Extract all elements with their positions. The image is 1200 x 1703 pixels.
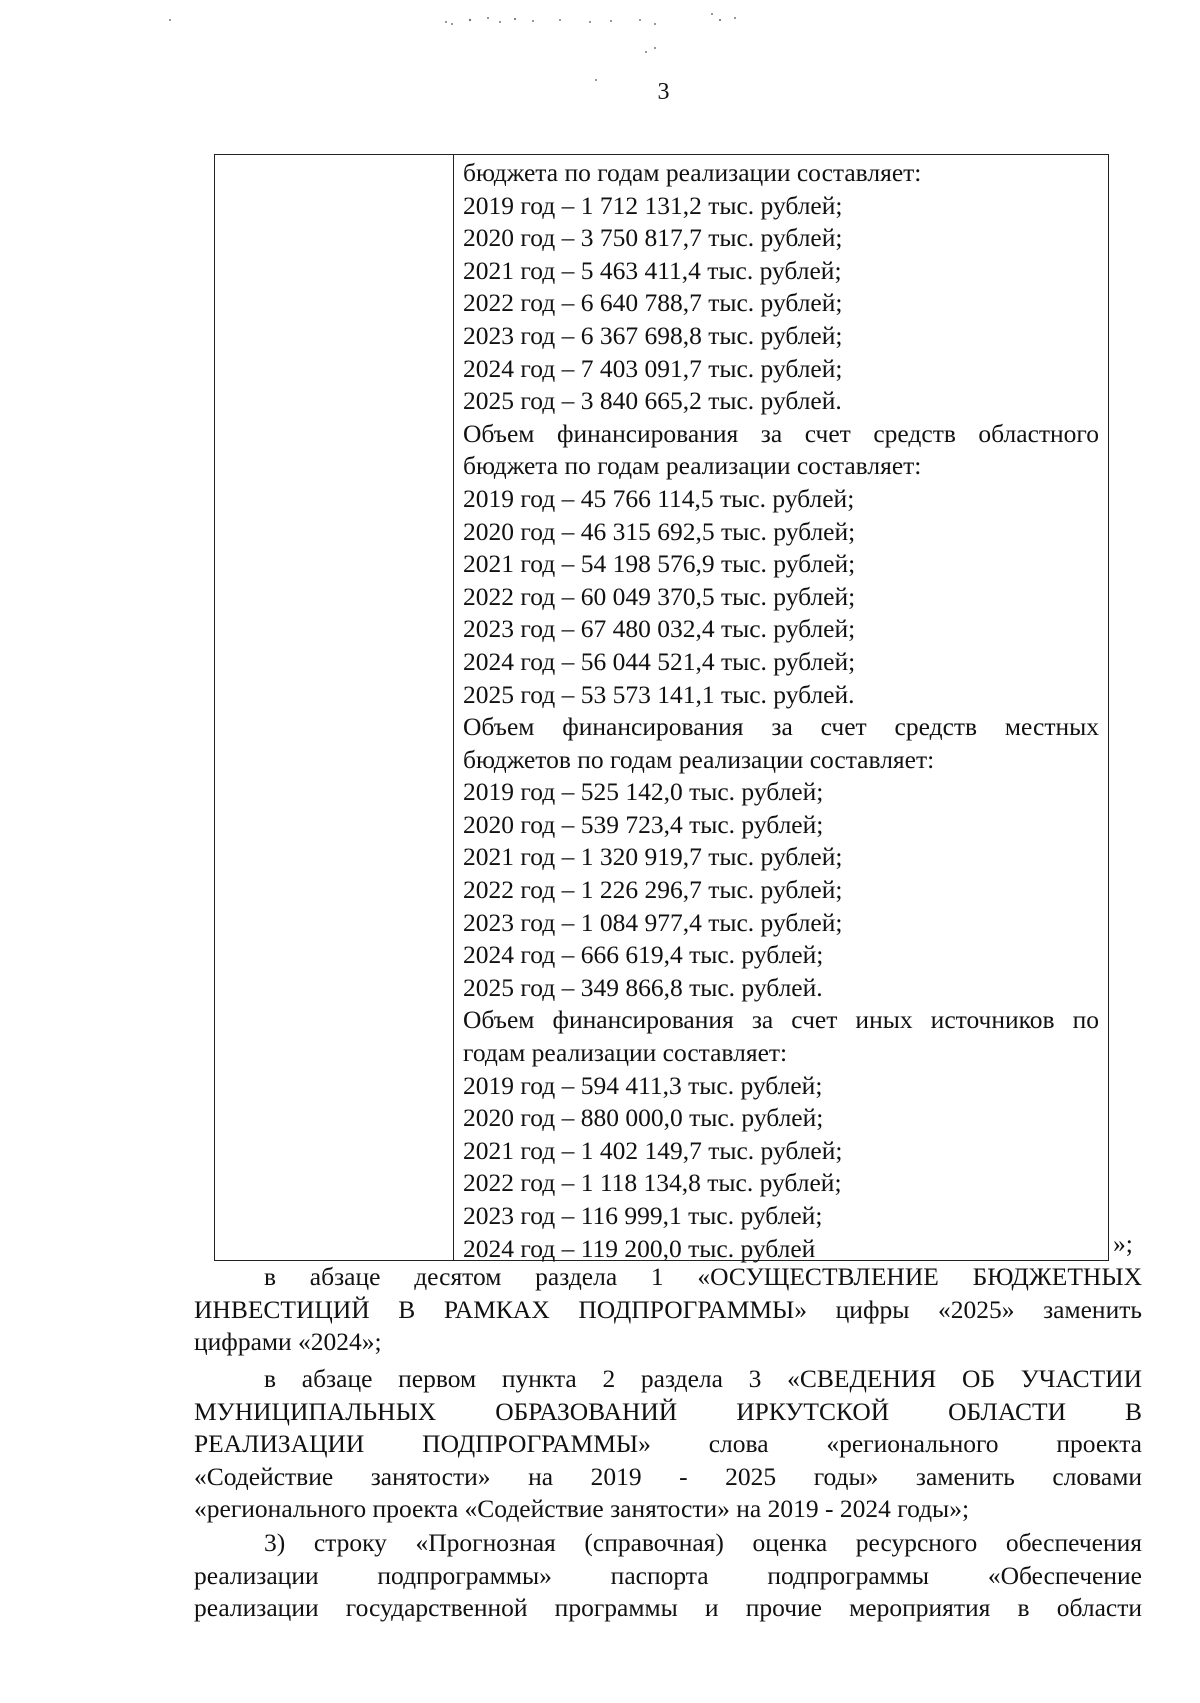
page-number: 3 bbox=[657, 79, 670, 105]
paragraph-line: цифрами «2024»; bbox=[194, 1327, 382, 1356]
paragraph-line: в абзаце десятом раздела 1 «ОСУЩЕСТВЛЕНИЕ БЮДЖЕТНЫХ bbox=[264, 1262, 1142, 1291]
closing-quote-mark: »; bbox=[1113, 1229, 1133, 1258]
table-line: 2020 год – 3 750 817,7 тыс. рублей; bbox=[463, 223, 843, 253]
table-line: 2020 год – 539 723,4 тыс. рублей; bbox=[463, 809, 824, 839]
paragraph-line: реализации государственной программы и прочие мероприятия в области bbox=[194, 1593, 1142, 1622]
table-line: 2019 год – 525 142,0 тыс. рублей; bbox=[463, 777, 824, 807]
table-line: 2021 год – 5 463 411,4 тыс. рублей; bbox=[463, 255, 842, 285]
table-line: 2024 год – 56 044 521,4 тыс. рублей; bbox=[463, 646, 856, 676]
table-line: 2023 год – 116 999,1 тыс. рублей; bbox=[463, 1201, 823, 1230]
table-line: 2021 год – 1 320 919,7 тыс. рублей; bbox=[463, 842, 843, 872]
table-line: 2023 год – 67 480 032,4 тыс. рублей; bbox=[463, 614, 856, 644]
column-divider bbox=[453, 155, 454, 1260]
table-line: 2025 год – 53 573 141,1 тыс. рублей. bbox=[463, 679, 855, 709]
paragraph-line: 3) строку «Прогнозная (справочная) оценка ресурсного обеспечения bbox=[264, 1528, 1142, 1557]
table-line: 2023 год – 6 367 698,8 тыс. рублей; bbox=[463, 320, 843, 350]
table-line: 2023 год – 1 084 977,4 тыс. рублей; bbox=[463, 907, 843, 937]
table-line: бюджета по годам реализации составляет: bbox=[463, 451, 922, 481]
financing-cell bbox=[463, 157, 1099, 1265]
table-line: Объем финансирования за счет средств областного bbox=[463, 418, 1099, 448]
table-line: 2020 год – 46 315 692,5 тыс. рублей; bbox=[463, 516, 856, 546]
table-line: 2019 год – 1 712 131,2 тыс. рублей; bbox=[463, 190, 843, 220]
paragraph-section-3-amendment bbox=[194, 1363, 1142, 1526]
table-line: 2020 год – 880 000,0 тыс. рублей; bbox=[463, 1103, 824, 1133]
table-line: 2022 год – 1 118 134,8 тыс. рублей; bbox=[463, 1168, 842, 1198]
paragraph-line: МУНИЦИПАЛЬНЫХ ОБРАЗОВАНИЙ ИРКУТСКОЙ ОБЛАСТИ В bbox=[194, 1396, 1142, 1426]
table-line: 2024 год – 7 403 091,7 тыс. рублей; bbox=[463, 353, 843, 383]
paragraph-line: «Содействие занятости» на 2019 - 2025 годы» заменить словами bbox=[194, 1461, 1142, 1491]
table-line: годам реализации составляет: bbox=[463, 1038, 788, 1068]
table-line: 2025 год – 349 866,8 тыс. рублей. bbox=[463, 972, 823, 1002]
table-line: 2019 год – 594 411,3 тыс. рублей; bbox=[463, 1070, 823, 1100]
table-line: 2022 год – 1 226 296,7 тыс. рублей; bbox=[463, 875, 843, 905]
paragraph-line: РЕАЛИЗАЦИИ ПОДПРОГРАММЫ» слова «регионального проекта bbox=[194, 1429, 1142, 1458]
table-line: 2025 год – 3 840 665,2 тыс. рублей. bbox=[463, 386, 842, 416]
paragraph-section-1-amendment bbox=[194, 1261, 1142, 1359]
paragraph-line: реализации подпрограммы» паспорта подпрограммы «Обеспечение bbox=[194, 1560, 1142, 1590]
table-line: 2021 год – 1 402 149,7 тыс. рублей; bbox=[463, 1135, 843, 1165]
table-line: Объем финансирования за счет иных источников по bbox=[463, 1005, 1099, 1035]
paragraph-line: в абзаце первом пункта 2 раздела 3 «СВЕДЕНИЯ ОБ УЧАСТИИ bbox=[264, 1364, 1142, 1393]
table-line: 2022 год – 6 640 788,7 тыс. рублей; bbox=[463, 288, 843, 318]
paragraph-line: ИНВЕСТИЦИЙ В РАМКАХ ПОДПРОГРАММЫ» цифры «2025» заменить bbox=[194, 1294, 1142, 1324]
table-line: 2021 год – 54 198 576,9 тыс. рублей; bbox=[463, 549, 856, 579]
table-line: бюджетов по годам реализации составляет: bbox=[463, 744, 935, 774]
paragraph-line: «регионального проекта «Содействие занятости» на 2019 - 2024 годы»; bbox=[194, 1494, 970, 1523]
paragraph-item-3 bbox=[194, 1527, 1142, 1625]
table-line: 2022 год – 60 049 370,5 тыс. рублей; bbox=[463, 581, 856, 611]
table-line: 2024 год – 666 619,4 тыс. рублей; bbox=[463, 940, 824, 970]
table-line: 2019 год – 45 766 114,5 тыс. рублей; bbox=[463, 483, 855, 513]
table-line: бюджета по годам реализации составляет: bbox=[463, 158, 922, 187]
table-line: Объем финансирования за счет средств местных bbox=[463, 712, 1099, 742]
table-line: 2024 год – 119 200,0 тыс. рублей bbox=[463, 1233, 816, 1263]
financing-table bbox=[214, 154, 1109, 1261]
